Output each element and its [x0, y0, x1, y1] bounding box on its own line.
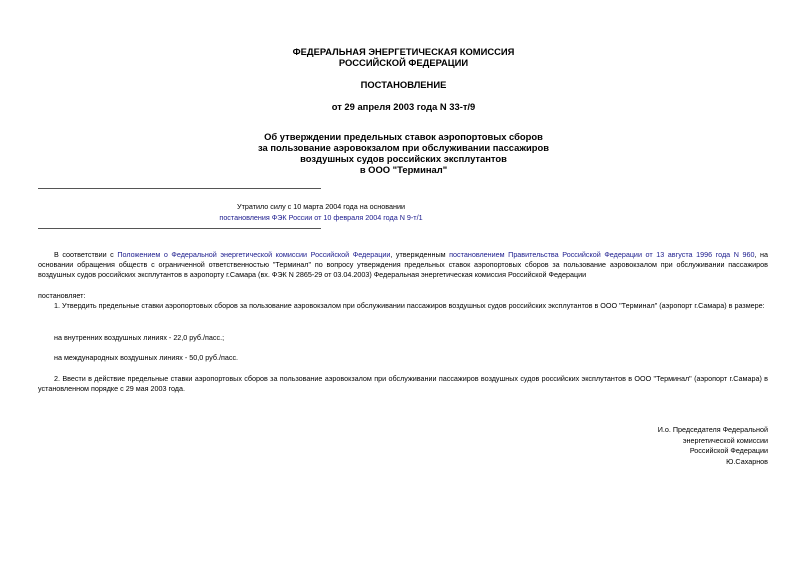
commission-name: ФЕДЕРАЛЬНАЯ ЭНЕРГЕТИЧЕСКАЯ КОМИССИЯ — [292, 46, 515, 57]
repeal-link[interactable]: постановления ФЭК России от 10 февраля 2004 года N 9-т/1 — [219, 213, 423, 222]
signatory-name: Ю.Сахарнов — [726, 456, 768, 466]
document-type: ПОСТАНОВЛЕНИЕ — [360, 79, 447, 90]
signatory-title: Российской Федерации — [689, 446, 768, 455]
subject-line: Об утверждении предельных ставок аэропортовых сборов — [264, 131, 543, 142]
preamble-intro: В соответствии с — [54, 250, 118, 259]
subject-line: воздушных судов российских эксплутантов — [300, 153, 507, 164]
preamble-mid: , утвержденным — [390, 250, 450, 259]
document-date-number: от 29 апреля 2003 года N 33-т/9 — [331, 101, 476, 112]
rate-domestic: на внутренних воздушных линиях - 22,0 руб./пасс.; — [54, 333, 225, 342]
item-1-paragraph: 1. Утвердить предельные ставки аэропортовых сборов за пользование аэровокзалом при обслуживании пассажиров воздушных судов российских эксплутантов в ООО "Терминал" (аэропорт г.Самара) в размере: — [54, 301, 765, 310]
subject-line: за пользование аэровокзалом при обслуживании пассажиров — [258, 142, 549, 153]
regulation-link[interactable]: Положением о Федеральной энергетической комиссии Российской Федерации — [117, 250, 391, 259]
preamble-paragraph — [38, 250, 768, 280]
subject-line: в ООО "Терминал" — [359, 164, 448, 175]
preamble-rest: , на основании обращения обществ с ограниченной ответственностью "Терминал" по вопросу утверждения предельных ставок аэропортовых сборов за пользование аэровокзалом при обслуживании пассажиров воздушных судов российских эксплутантов в аэропорту г.Самара (вх. ФЭК N 2865-29 от 03.04.2003) Федеральная энергетическая комиссия Российской Федерации — [38, 250, 768, 279]
resolves-label: постановляет: — [38, 291, 86, 300]
divider-top — [38, 188, 321, 189]
government-decree-link[interactable]: постановлением Правительства Российской Федерации от 13 августа 1996 года N 960 — [449, 250, 755, 259]
document-subject — [0, 131, 807, 175]
commission-country: РОССИЙСКОЙ ФЕДЕРАЦИИ — [338, 57, 469, 68]
repeal-text: Утратило силу с 10 марта 2004 года на основании — [237, 202, 405, 211]
repeal-note — [38, 201, 604, 223]
signatory-title: И.о. Председателя Федеральной — [657, 425, 768, 434]
signature-block — [658, 425, 768, 467]
item-2-paragraph: 2. Ввести в действие предельные ставки аэропортовых сборов за пользование аэровокзалом при обслуживании пассажиров воздушных судов российских эксплутантов в ООО "Терминал" (аэропорт г.Самара) в установленном порядке с 29 мая 2003 года. — [38, 374, 768, 393]
signatory-title: энергетической комиссии — [682, 435, 768, 445]
rate-international: на международных воздушных линиях - 50,0 руб./пасс. — [54, 353, 239, 362]
divider-bottom — [38, 228, 321, 229]
